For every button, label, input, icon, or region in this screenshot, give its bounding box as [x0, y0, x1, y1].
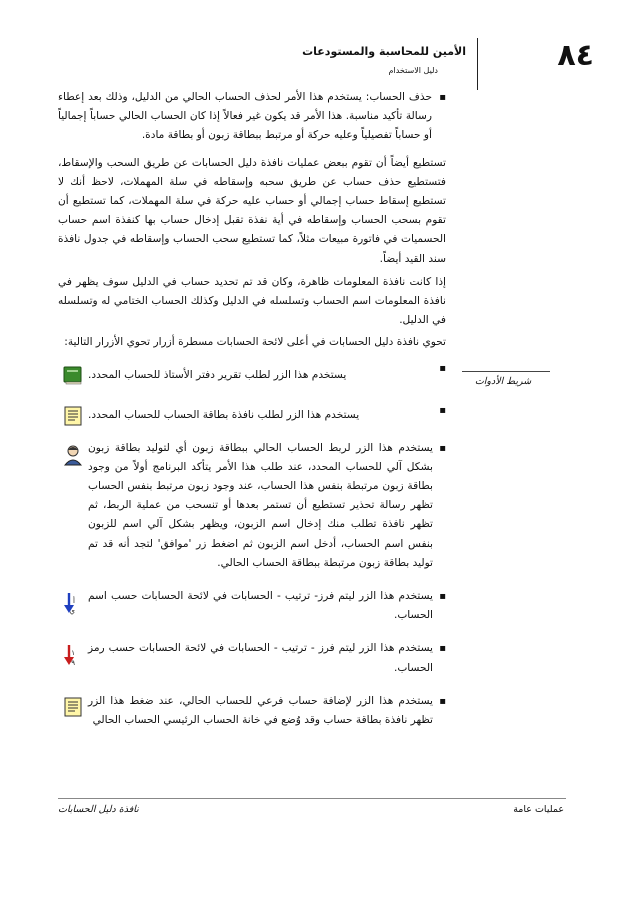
green-book-icon[interactable] — [61, 363, 85, 387]
paragraph-info-window: إذا كانت نافذة المعلومات ظاهرة، وكان قد تم تحديد حساب في الدليل سوف يظهر في نافذة المعلومات اسم الحساب وتسلسله في الدليل وكذلك الحساب الختامي له وتسلسله في الدليل. — [58, 275, 446, 327]
body-content — [58, 88, 446, 730]
toolbar-item-text: ▪ يستخدم هذا الزر ليتم فرز - ترتيب - الحسابات في لائحة الحسابات حسب رمز الحساب. — [88, 639, 446, 677]
toolbar-item-text: ▪ يستخدم هذا الزر لإضافة حساب فرعي للحساب الحالي، عند ضغط هذا الزر تظهر نافذة بطاقة حساب وقد وُضع في خانة الحساب الرئيسي الحساب الحالي — [88, 692, 446, 730]
toolbar-item-link-customer — [58, 439, 446, 573]
paragraph-toolbar-intro: تحوي نافذة دليل الحسابات في أعلى لائحة الحسابات مسطرة أزرار تحوي الأزرار التالية: — [64, 336, 446, 349]
toolbar-item-text: ▪ يستخدم هذا الزر لطلب تقرير دفتر الأستاذ للحساب المحدد. — [88, 359, 446, 385]
footer-section: عمليات عامة — [513, 804, 564, 815]
svg-text:١: ١ — [71, 649, 75, 658]
toolbar-item-text: ▪ يستخدم هذا الزر لطلب نافذة بطاقة الحساب للحساب المحدد. — [88, 401, 446, 425]
page-number: ٨٤ — [557, 38, 594, 73]
customer-link-icon[interactable] — [61, 443, 85, 467]
toolbar-item-add-sub-account — [58, 692, 446, 730]
paragraph-drag-drop: تستطيع أيضاً أن تقوم ببعض عمليات نافذة دليل الحسابات عن طريق السحب والإسقاط، فتستطيع حذف حساب عن طريق سحبه وإسقاطه في سلة المهملات، لاحظ أنك لا تستطيع إسقاط حساب إجمالي أو حساب عليه حركة في سلة المهملات، كما تستطيع أن تقوم بسحب الحساب وإسقاطه في أية نفذة تقبل إدخال حساب بها كنفذة اسم حساب الحسميات في فاتورة مبيعات مثلاً، كما تستطيع سحب الحساب وإسقاطه في جدول نافذة سند القيد أيضاً. — [58, 156, 446, 265]
toolbar-item-text: ▪ يستخدم هذا الزر ليتم فرز- ترتيب - الحسابات في لائحة الحسابات حسب اسم الحساب. — [88, 587, 446, 625]
toolbar-item-ledger — [58, 359, 446, 387]
sort-by-name-icon[interactable] — [61, 591, 85, 617]
toolbar-item-card — [58, 401, 446, 427]
header-divider — [477, 38, 478, 90]
footer-chapter: نافذة دليل الحسابات — [58, 804, 139, 815]
header-title: الأمين للمحاسبة والمستودعات — [302, 45, 466, 58]
paragraph-delete-account: ▪ حذف الحساب: يستخدم هذا الأمر لحذف الحساب الحالي من الدليل، وذلك بعد إعطاء رسالة تأكيد مناسبة. هذا الأمر قد يكون غير فعالاً إذا كان الحساب الحالي حساباً إجمالياً أو حساباً تفصيلياً وعليه حركة أو مرتبط ببطاقة زبون أو بطاقة مادة. — [58, 88, 446, 146]
toolbar-item-text: ▪ يستخدم هذا الزر لربط الحساب الحالي ببطاقة زبون أي لتوليد بطاقة زبون بشكل آلي للحساب المحدد، عند طلب هذا الأمر يتأكد البرنامج أولاً من وجود بطاقة زبون مرتبطة بنفس هذا الحساب، عند وجود زبون مرتبط بنفس الحساب تظهر رسالة تحذير تستطيع أن تستمر بعدها أو تنسحب من عملية الربط، ثم تظهر نافذة تطلب منك إدخال اسم الزبون، ويظهر بشكل آلي اسم للزبون بنفس اسم الحساب، أدخل اسم الزبون ثم اضغط زر 'موافق' لتجد أنه قد تم توليد بطاقة زبون مرتبطة ببطاقة الحساب الحالي. — [88, 439, 446, 573]
toolbar-item-sort-name — [58, 587, 446, 625]
margin-note-rule — [462, 371, 550, 372]
add-sub-account-icon[interactable] — [62, 696, 84, 718]
sort-by-code-icon[interactable] — [61, 643, 85, 669]
svg-text:٩: ٩ — [71, 659, 75, 668]
account-card-icon[interactable] — [62, 405, 84, 427]
margin-note: شريط الأدوات — [474, 376, 532, 387]
header-subtitle: دليل الاستخدام — [388, 66, 438, 75]
svg-text:ي: ي — [69, 607, 75, 616]
svg-text:أ: أ — [73, 597, 75, 606]
toolbar-item-sort-code — [58, 639, 446, 677]
footer-rule — [58, 798, 566, 799]
